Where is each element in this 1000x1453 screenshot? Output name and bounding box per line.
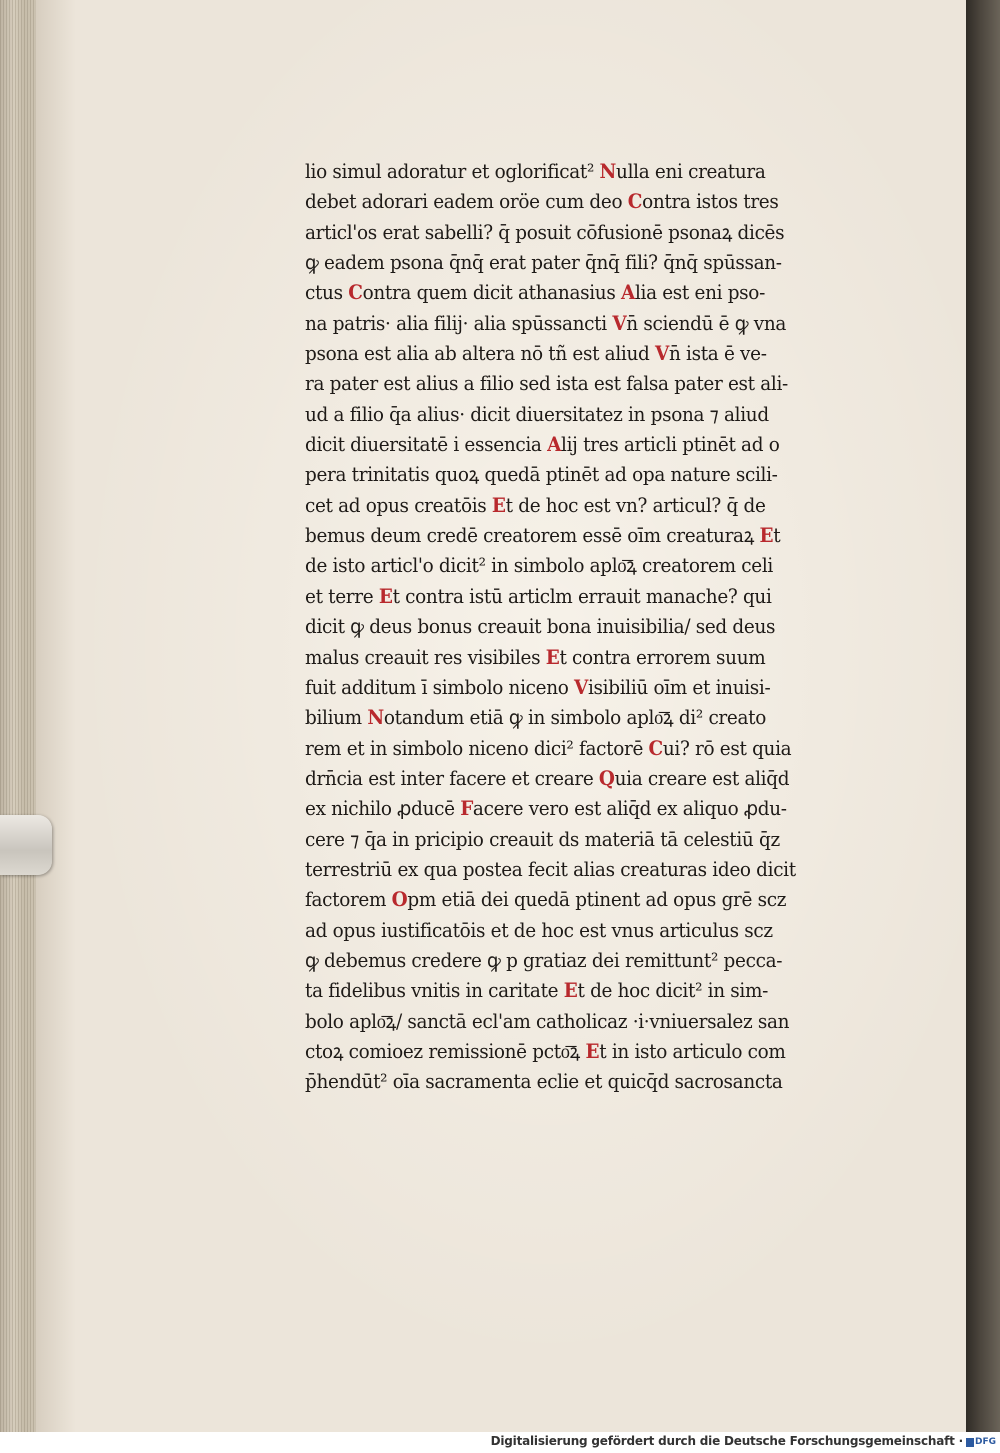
text-segment: factorem — [305, 888, 392, 912]
dfg-logo — [966, 1435, 996, 1449]
text-line — [305, 1067, 831, 1097]
text-line — [305, 157, 831, 187]
rubricated-initial: O — [391, 888, 408, 912]
funding-credit: Digitalisierung gefördert durch die Deutsche Forschungsgemeinschaft · — [490, 1434, 963, 1448]
rubricated-initial: N — [599, 160, 617, 183]
text-line — [305, 946, 831, 976]
text-segment: t contra istū articlm errauit manache? qui — [392, 584, 772, 608]
text-segment: malus creauit res visibiles — [305, 645, 546, 669]
text-line — [305, 734, 831, 764]
rubricated-initial: A — [620, 281, 635, 305]
text-line — [305, 460, 831, 490]
text-segment: p̄hendūt² oīa sacramenta eclie et quicq̄d sacrosancta — [305, 1070, 783, 1094]
text-segment: cere ⁊ q̄a in pricipio creauit ds materiā tā celestiū q̄z — [305, 827, 780, 851]
text-segment: et terre — [305, 584, 379, 608]
text-segment: ctoꝝ comioez remissionē pcto͞ꝝ — [305, 1039, 586, 1063]
rubricated-initial: E — [491, 493, 506, 517]
text-segment: dicit diuersitatē i essencia — [305, 433, 548, 457]
text-segment: ꝙ eadem psona q̄nq̄ erat pater q̄nq̄ fili? q̄nq̄ spūssan- — [305, 251, 782, 275]
text-segment: otandum etiā ꝙ in simbolo aplo͞ꝝ di² creato — [383, 706, 766, 730]
printed-text-block — [305, 157, 865, 1098]
text-segment: ud a filio q̄a alius· dicit diuersitatez in psona ⁊ aliud — [305, 402, 769, 426]
text-line — [305, 309, 831, 339]
text-line — [305, 218, 831, 248]
book-right-edge — [966, 0, 1000, 1432]
text-segment: cet ad opus creatōis — [305, 493, 492, 517]
rubricated-initial: E — [545, 645, 560, 669]
text-line — [305, 855, 831, 885]
dfg-logo-text: DFG — [974, 1437, 996, 1447]
text-segment: fuit additum ī simbolo niceno — [305, 675, 575, 699]
text-line — [305, 885, 831, 915]
text-segment: t in isto articulo com — [599, 1039, 786, 1063]
text-line — [305, 491, 831, 521]
text-segment: ui? rō est quia — [662, 736, 792, 760]
text-segment: pm etiā dei quedā ptinent ad opus grē scz — [407, 888, 787, 912]
page-clip — [0, 815, 52, 875]
text-segment: terrestriū ex qua postea fecit alias creaturas ideo dicit — [305, 857, 796, 881]
rubricated-initial: A — [547, 433, 562, 457]
text-segment: lia est eni pso- — [634, 281, 765, 305]
text-segment: t de hoc dicit² in sim- — [577, 979, 768, 1003]
text-segment: bolo aplo͞ꝝ/ sanctā ecl'am catholicaz ·i·vniuersalez san — [305, 1009, 790, 1033]
text-line — [305, 612, 831, 642]
text-line — [305, 369, 831, 399]
text-line — [305, 643, 831, 673]
text-segment: uia creare est aliq̄d — [614, 766, 790, 790]
text-segment: debet adorari eadem oröe cum deo — [305, 190, 628, 214]
text-line — [305, 976, 831, 1006]
text-segment: ad opus iustificatōis et de hoc est vnus articulus scz — [305, 918, 773, 942]
rubricated-initial: C — [648, 736, 663, 760]
text-segment: ra pater est alius a filio sed ista est falsa pater est ali- — [305, 372, 788, 396]
text-line — [305, 187, 831, 217]
text-segment: t contra errorem suum — [559, 645, 766, 669]
text-segment: ontra istos tres — [642, 190, 779, 214]
text-line — [305, 339, 831, 369]
rubricated-initial: V — [612, 311, 627, 335]
rubricated-initial: N — [367, 706, 384, 730]
text-segment: articl'os erat sabelli? q̄ posuit cōfusionē psonaꝝ dicēs — [305, 220, 785, 244]
text-line — [305, 521, 831, 551]
text-segment: acere vero est aliq̄d ex aliquo ꝓdu- — [472, 797, 787, 821]
text-segment: ꝙ debemus credere ꝙ p gratiaz dei remittunt² pecca- — [305, 948, 783, 972]
rubricated-initial: V — [654, 342, 669, 366]
text-line — [305, 278, 831, 308]
text-segment: dicit ꝙ deus bonus creauit bona inuisibilia/ sed deus — [305, 615, 776, 639]
text-line — [305, 916, 831, 946]
text-line — [305, 825, 831, 855]
text-segment: drn̄cia est inter facere et creare — [305, 766, 599, 790]
text-segment: t de hoc est vn? articul? q̄ de — [505, 493, 766, 517]
text-segment: lio simul adoratur et oglorificat² — [305, 160, 600, 183]
text-segment: ctus — [305, 281, 349, 305]
text-line — [305, 794, 831, 824]
text-segment: ta fidelibus vnitis in caritate — [305, 979, 564, 1003]
text-segment: de isto articl'o dicit² in simbolo aplo͞ꝝ creatorem celi — [305, 554, 773, 578]
text-segment: pera trinitatis quoꝝ quedā ptinēt ad opa nature scili- — [305, 463, 778, 487]
text-line — [305, 551, 831, 581]
rubricated-initial: E — [378, 584, 393, 608]
rubricated-initial: Q — [598, 766, 615, 790]
text-segment: ontra quem dicit athanasius — [362, 281, 621, 305]
text-line — [305, 1007, 831, 1037]
text-line — [305, 1037, 831, 1067]
text-line — [305, 673, 831, 703]
book-page-edge-lines — [0, 0, 40, 1432]
text-segment: rem et in simbolo niceno dici² factorē — [305, 736, 649, 760]
text-line — [305, 703, 831, 733]
text-segment: bemus deum credē creatorem essē oīm creaturaꝝ — [305, 524, 760, 548]
text-segment: t — [773, 524, 781, 548]
text-segment: n̄ sciendū ē ꝙ vna — [626, 311, 787, 335]
dfg-logo-mark — [966, 1438, 974, 1447]
rubricated-initial: E — [759, 524, 774, 548]
text-segment: na patris· alia filij· alia spūssancti — [305, 311, 613, 335]
rubricated-initial: E — [563, 979, 578, 1003]
text-segment: isibiliū oīm et inuisi- — [587, 675, 771, 699]
text-segment: n̄ ista ē ve- — [668, 342, 767, 366]
rubricated-initial: C — [348, 281, 363, 305]
text-line — [305, 248, 831, 278]
text-segment: bilium — [305, 706, 368, 730]
rubricated-initial: C — [627, 190, 643, 214]
rubricated-initial: E — [585, 1039, 600, 1063]
text-segment: ex nichilo ꝓducē — [305, 797, 461, 821]
text-segment: ulla eni creatura — [616, 160, 766, 183]
rubricated-initial: V — [574, 675, 588, 699]
text-line — [305, 430, 831, 460]
text-line — [305, 764, 831, 794]
rubricated-initial: F — [460, 797, 473, 821]
text-line — [305, 400, 831, 430]
text-line — [305, 582, 831, 612]
text-segment: lij tres articli ptinēt ad o — [561, 433, 780, 457]
text-segment: psona est alia ab altera nō tñ est aliud — [305, 342, 655, 366]
